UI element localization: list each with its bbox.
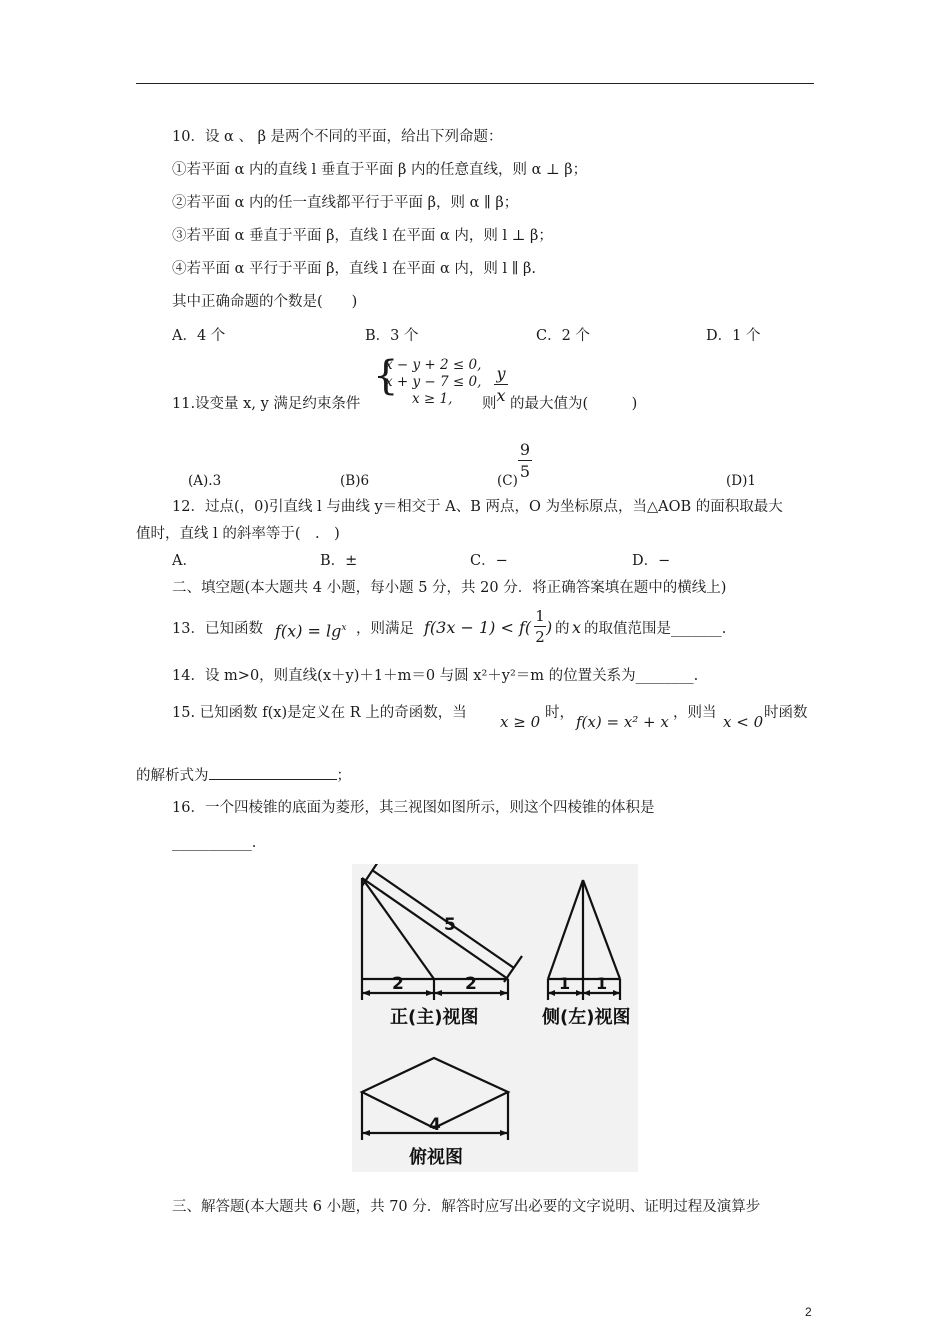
- q11-prefix: 11.设变量 x, y 满足约束条件: [172, 396, 361, 412]
- q13-function: [275, 619, 346, 640]
- q11-option-c: (C): [497, 473, 518, 489]
- q10-option-a: A．4 个: [172, 328, 226, 344]
- q11-suffix: 的最大值为( ): [510, 396, 638, 412]
- q13-half-den: 2: [535, 628, 545, 646]
- q15-text-a: 15. 已知函数 f(x)是定义在 R 上的奇函数，当: [172, 705, 467, 721]
- q10-item-3: ③若平面 α 垂直于平面 β，直线 l 在平面 α 内，则 l ⊥ β；: [172, 228, 553, 244]
- section-3-heading: 三、解答题(本大题共 6 小题，共 70 分．解答时应写出必要的文字说明、证明过程及演算步: [172, 1199, 761, 1215]
- q11-option-b: (B)6: [340, 473, 370, 489]
- q15-expression: f(x) = x² + x: [576, 713, 669, 731]
- q11-objective-fraction: [494, 364, 508, 405]
- q11-constraint-3: x ≥ 1,: [412, 391, 453, 407]
- three-view-figure: [352, 864, 638, 1172]
- q10-option-c: C．2 个: [536, 328, 590, 344]
- q10-item-4: ④若平面 α 平行于平面 β，直线 l 在平面 α 内，则 l ∥ β.: [172, 261, 537, 277]
- q16-line-2: ___________.: [172, 835, 257, 851]
- q13-inequality-left: f(3x − 1) < f(: [424, 618, 532, 637]
- dim-front-right-label: 2: [465, 974, 477, 994]
- top-view-label: 俯视图: [409, 1147, 463, 1168]
- q13-inequality-right: ): [546, 618, 553, 637]
- section-2-heading: 二、填空题(本大题共 4 小题，每小题 5 分，共 20 分．将正确答案填在题中的横线上): [172, 580, 727, 596]
- q11-frac-num: y: [496, 364, 506, 383]
- q12-line-2: 值时，直线 l 的斜率等于( . ): [136, 526, 340, 542]
- q12-option-d: D．−: [632, 553, 671, 569]
- front-view-label: 正(主)视图: [390, 1007, 479, 1028]
- q15-text-b: 时，: [545, 705, 574, 721]
- q15-answer-blank: [209, 765, 337, 780]
- dim-top-label: 4: [429, 1115, 441, 1135]
- q15-condition-1: x ≥ 0: [500, 713, 541, 731]
- q14-text: 14．设 m>0，则直线(x＋y)＋1＋m＝0 与圆 x²＋y²＝m 的位置关系为________.: [172, 668, 699, 684]
- q10-item-1: ①若平面 α 内的直线 l 垂直于平面 β 内的任意直线，则 α ⊥ β；: [172, 162, 588, 178]
- q11-option-a: (A).3: [188, 473, 222, 489]
- q15-text-d: 时函数: [764, 705, 808, 721]
- q13-half-num: 1: [535, 607, 545, 625]
- q12-option-b: B．±: [320, 553, 358, 569]
- q11-frac-den: x: [496, 386, 506, 405]
- q12-option-a: A．: [172, 553, 197, 569]
- q10-option-d: D．1 个: [706, 328, 761, 344]
- dim-slant-label: 5: [444, 915, 456, 935]
- dim-side-right-label: 1: [596, 974, 608, 993]
- q13-text-c: 的: [555, 621, 570, 637]
- q13-variable: x: [572, 618, 582, 637]
- q10-option-b: B．3 个: [365, 328, 419, 344]
- q11-c-den: 5: [519, 462, 531, 481]
- q15-text-c: ，则当: [673, 705, 717, 721]
- q13-function-expr: f(x) = lg: [275, 621, 342, 641]
- dim-side-left-label: 1: [559, 974, 571, 993]
- q16-line-1: 16．一个四棱锥的底面为菱形，其三视图如图所示，则这个四棱锥的体积是: [172, 800, 655, 816]
- page-number: 2: [805, 1305, 812, 1319]
- dim-front-left-label: 2: [392, 974, 404, 994]
- q10-ask: 其中正确命题的个数是( ): [172, 294, 358, 310]
- header-rule: [136, 83, 814, 84]
- q13-text-d: 的取值范围是_______.: [584, 621, 727, 637]
- side-view-label: 侧(左)视图: [542, 1007, 631, 1028]
- q15-line-2-text: 的解析式为: [136, 768, 209, 784]
- q13-text-a: 13．已知函数: [172, 621, 263, 637]
- q11-c-num: 9: [519, 440, 531, 459]
- q11-option-d: (D)1: [726, 473, 756, 489]
- q15-line-2-end: ；: [336, 768, 351, 784]
- q11-constraint-1: x − y + 2 ≤ 0,: [385, 357, 482, 373]
- q15-line-2: [136, 765, 351, 785]
- q12-line-1: 12．过点(，0)引直线 l 与曲线 y＝相交于 A、B 两点，O 为坐标原点，当△AOB 的面积取最大: [172, 499, 783, 515]
- q10-stem: 10．设 α 、 β 是两个不同的平面，给出下列命题：: [172, 129, 503, 145]
- q15-condition-2: x < 0: [723, 713, 764, 731]
- q10-item-2: ②若平面 α 内的任一直线都平行于平面 β，则 α ∥ β；: [172, 195, 519, 211]
- q12-option-c: C．−: [470, 553, 508, 569]
- q11-middle: 则: [482, 396, 497, 412]
- q13-half-fraction: [534, 607, 546, 646]
- q11-constraint-2: x + y − 7 ≤ 0,: [385, 374, 482, 390]
- q13-function-exp: x: [341, 623, 347, 633]
- q11-brace: {: [373, 353, 399, 399]
- q13-text-b: ，则满足: [356, 621, 414, 637]
- q11-option-c-fraction: [518, 440, 532, 481]
